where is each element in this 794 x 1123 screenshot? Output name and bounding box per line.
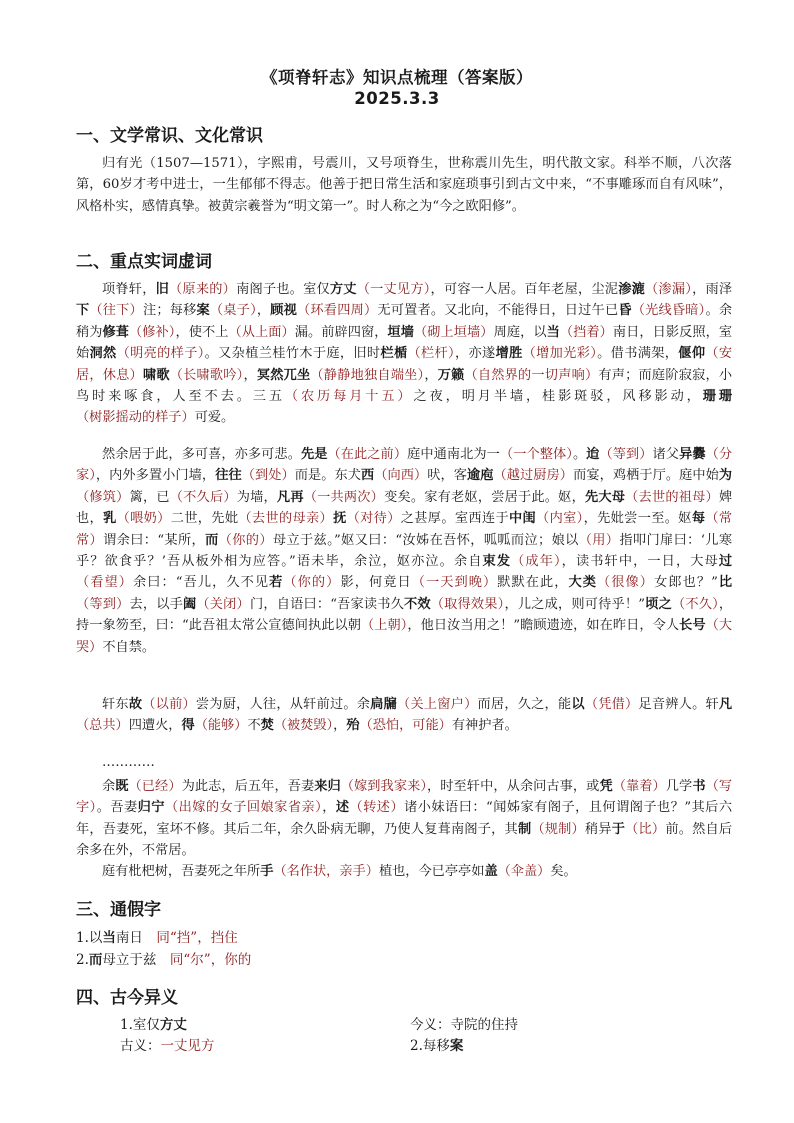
key-word: 昏: [618, 303, 632, 319]
gloss-answer: （已经）: [128, 779, 182, 794]
key-word: 不效: [404, 596, 431, 612]
gloss-answer: （伞盖）: [497, 864, 551, 879]
text-run: ，亦遂: [454, 346, 496, 362]
key-word: 增胜: [495, 346, 523, 362]
gloss-answer: （写字）: [76, 779, 733, 816]
key-word: 当: [546, 324, 560, 340]
gloss-answer: （一共两次）: [303, 489, 385, 505]
ellipsis: …………: [102, 755, 155, 770]
text-run: 项脊轩，: [102, 282, 156, 297]
key-word: 往往: [215, 468, 242, 484]
key-word: 逾庖: [467, 468, 494, 484]
gloss-answer: （分家）: [76, 447, 733, 484]
key-word: 冥然兀坐: [256, 367, 311, 383]
key-word: 过: [718, 554, 733, 570]
text-run: 几学: [665, 779, 693, 794]
text-run: 轩东: [102, 697, 129, 712]
key-word: 万籁: [437, 367, 465, 383]
key-word: 先大母: [584, 489, 626, 505]
key-word: 顷之: [645, 596, 672, 612]
text-run: 尝为厨，人往，从轩前过。余: [195, 697, 371, 712]
text-run: 而居，久之，能: [477, 697, 572, 712]
text-run: 庭中通南北为一: [407, 447, 500, 462]
text-run: 然余居于此，多可喜，亦多可悲。: [102, 447, 301, 462]
text-run: ，内外多置小门墙，: [95, 468, 216, 484]
key-word: 盖: [484, 864, 498, 879]
text-run: ，可容一人居。百年老屋，尘泥: [430, 282, 619, 297]
gloss-answer: （恐怕，可能）: [359, 718, 452, 734]
text-run: 吠，客: [427, 468, 468, 484]
text-run: 指叩门扉曰：‘儿寒乎？欲食乎？’吾从板外相为应答。”语未毕，余泣，妪亦泣。余自: [76, 532, 733, 570]
gloss-answer: （对待）: [346, 511, 401, 527]
vocab-paragraph-2: [76, 444, 732, 658]
key-word: 而: [205, 532, 219, 548]
key-word: 书: [692, 779, 706, 794]
text-run: 。吾妻: [96, 800, 138, 816]
key-word: 下: [76, 303, 90, 319]
key-word: 啸歌: [142, 367, 170, 383]
key-word: 方丈: [159, 1017, 187, 1033]
vocab-paragraph-4: [76, 776, 732, 862]
gloss-answer: （长啸歌吟）: [169, 367, 244, 383]
text-run: 诸父: [652, 447, 680, 462]
key-word: 当: [102, 930, 116, 946]
text-run: 不: [247, 718, 261, 734]
text-run: ，时至轩中，从余问古事，或: [427, 779, 600, 794]
gloss-answer: （靠着）: [612, 779, 666, 794]
text-run: 植也，今已亭亭如: [378, 864, 485, 879]
text-run: ，先妣尝一至。妪: [583, 511, 692, 527]
gloss-answer: （总共）: [76, 718, 129, 734]
gujin-modern-meaning: [410, 1015, 518, 1035]
text-run: 2.: [76, 952, 89, 968]
gloss-answer: （关上窗户）: [397, 697, 478, 712]
text-run: 。又杂植兰桂竹木于庭，旧时: [204, 346, 381, 362]
text-run: 诸小妹语曰：“闻姊家有阁子，且何谓阁子也？”其后六年，吾妻死，室坏不修。其后二年，余久卧病无聊，乃使人复葺南阁子，其: [76, 800, 733, 837]
key-word: 若: [269, 575, 284, 591]
vocab-paragraph-5: [76, 861, 732, 882]
gloss-answer: （凭借）: [584, 697, 639, 712]
text-run: ，雨泽: [692, 282, 733, 297]
key-word: 于: [611, 821, 626, 837]
text-run: ，: [322, 800, 336, 816]
key-word: 阖: [183, 596, 197, 612]
key-word: 洞然: [89, 346, 117, 362]
text-run: 余: [102, 779, 116, 794]
gloss-answer: （不久后）: [169, 489, 237, 505]
text-run: 足音辨人。轩: [638, 697, 719, 712]
gloss-answer: （自然界的一切声响）: [464, 367, 599, 383]
key-word: 方丈: [329, 282, 357, 297]
intro-paragraph: 归有光（1507—1571），字熙甫，号震川，又号项脊生，世称震川先生，明代散文家。科举不顺，八次落第，60岁才考中进士，一生郁郁不得志。他善于把日常生活和家庭琐事引到古文中来，“不事雕琢而自有风味”，风格朴实，感情真挚。被黄宗羲誉为“明文第一”。时人称之为“今之欧阳修”。: [76, 156, 732, 214]
gloss-answer: （转述）: [349, 800, 405, 816]
text-run: 周庭，以: [493, 324, 547, 340]
text-run: ，使不上: [175, 324, 229, 340]
text-run: ，: [333, 718, 347, 734]
gloss-answer: （很像）: [597, 575, 655, 591]
gloss-answer: （栏杆）: [407, 346, 455, 362]
gloss-answer: （以前）: [142, 697, 196, 712]
text-run: 1.室仅: [120, 1017, 160, 1033]
text-run: 2.每移: [410, 1038, 450, 1054]
text-run: 可爱。: [194, 410, 235, 426]
gloss-answer: （关闭）: [196, 596, 250, 612]
key-word: 扃牖: [370, 697, 398, 712]
text-run: ，: [424, 367, 438, 383]
section-heading-tongjia: 三、通假字: [76, 900, 161, 920]
gloss-answer: （大哭）: [76, 618, 733, 655]
text-run: 今义：寺院的住持: [410, 1017, 518, 1033]
gloss-answer: （向西）: [374, 468, 428, 484]
key-word: 制: [517, 821, 532, 837]
gloss-answer: （看望）: [76, 575, 134, 591]
gloss-answer: （挡着）: [559, 324, 613, 340]
key-word: 殆: [346, 718, 360, 734]
gloss-answer: （喂奶）: [116, 511, 171, 527]
gloss-answer: （等到）: [599, 447, 653, 462]
key-word: 案: [196, 303, 210, 319]
text-run: 庭有枇杷树，吾妻死之年所: [102, 864, 261, 879]
gloss-answer: （去世的祖母）: [625, 489, 719, 505]
key-word: 为: [718, 468, 733, 484]
section-heading-literature: 一、文学常识、文化常识: [76, 126, 263, 146]
text-run: 古义：: [120, 1038, 161, 1054]
text-run: 之甚厚。室西连于: [400, 511, 509, 527]
gloss-answer: （越过厨房）: [493, 468, 574, 484]
gloss-answer: （桌子）: [209, 303, 257, 319]
text-run: 稍异: [584, 821, 612, 837]
gloss-answer: （等到）: [76, 596, 130, 612]
text-run: 变矣。家有老妪，尝居于此。妪，: [384, 489, 585, 505]
key-word: 西: [360, 468, 375, 484]
gujin-ancient-meaning: [120, 1036, 215, 1056]
gloss-answer: （一个整体）: [499, 447, 573, 462]
key-word: 手: [260, 864, 274, 879]
gloss-answer: （被焚毁）: [273, 718, 334, 734]
text-run: 之夜，明月半墙，桂影斑驳，风移影动，: [413, 389, 703, 405]
gloss-answer: （一天到晚）: [411, 575, 498, 591]
section-heading-gujin: 四、古今异义: [76, 988, 178, 1008]
text-run: 。余稍为: [76, 303, 733, 340]
text-run: 。借书满架，: [597, 346, 679, 362]
key-word: 得: [181, 718, 195, 734]
gloss-answer: （规制）: [531, 821, 585, 837]
gloss-answer: （成年）: [511, 554, 562, 570]
gloss-answer: （砌上垣墙）: [414, 324, 494, 340]
gloss-answer: （安居，休息）: [76, 346, 733, 383]
text-run: ，: [243, 367, 257, 383]
gloss-answer: （常常）: [76, 511, 733, 548]
key-word: 大类: [568, 575, 598, 591]
text-run: 南日，日影反照，室始: [76, 324, 733, 362]
gloss-answer: （嫁到我家来）: [340, 779, 428, 794]
text-run: 余曰：“吾儿，久不见: [133, 575, 270, 591]
gloss-answer: （能够）: [194, 718, 248, 734]
text-run: 影，何竟日: [340, 575, 412, 591]
document-date: 2025.3.3: [354, 89, 440, 108]
key-word: 每: [691, 511, 706, 527]
key-word: 异爨: [679, 447, 706, 462]
text-run: 婢也，: [76, 489, 733, 527]
gloss-answer: （去世的母亲）: [238, 511, 334, 527]
key-word: 来归: [314, 779, 341, 794]
text-run: 而宴，鸡栖于厅。庭中始: [573, 468, 719, 484]
gloss-answer: （你的）: [283, 575, 341, 591]
document-title: 《项脊轩志》知识点梳理（答案版）: [261, 68, 533, 87]
gloss-answer: （不久）: [671, 596, 719, 612]
gloss-answer: （内室）: [536, 511, 584, 527]
key-word: 顾视: [270, 303, 298, 319]
key-word: 述: [335, 800, 350, 816]
gloss-answer: （在此之前）: [327, 447, 408, 462]
text-run: 漏。前辟四窗，: [294, 324, 388, 340]
text-run: 为此志，后五年，吾妻: [181, 779, 315, 794]
gloss-answer: （渗漏）: [645, 282, 693, 297]
text-run: ，他日汝当用之！”瞻顾遗迹，如在昨日，令人: [407, 618, 680, 634]
gloss-answer: （比）: [625, 821, 666, 837]
key-word: 凭: [599, 779, 613, 794]
key-word: 中闺: [508, 511, 537, 527]
text-run: 篱，已: [129, 489, 170, 505]
key-word: 焚: [260, 718, 274, 734]
gloss-answer: （农历每月十五）: [284, 389, 414, 405]
text-run: 母立于兹: [102, 952, 170, 968]
gloss-answer: （静静地独自端坐）: [310, 367, 425, 383]
gloss-answer: （光线昏暗）: [631, 303, 706, 319]
gloss-answer: （你的）: [218, 532, 273, 548]
text-run: 矣。: [550, 864, 577, 879]
gloss-answer: （往下）: [89, 303, 143, 319]
text-run: 母立于兹。”妪又曰：“汝姊在吾怀，呱呱而泣；娘以: [272, 532, 579, 548]
key-word: 凡再: [276, 489, 304, 505]
gloss-answer: （树影摇动的样子）: [76, 410, 195, 426]
text-run: ，儿之成，则可待乎！”: [504, 596, 645, 612]
key-word: 凡: [718, 697, 733, 712]
key-word: 偃仰: [678, 346, 706, 362]
key-word: 抚: [333, 511, 347, 527]
text-run: 1.以: [76, 930, 103, 946]
key-word: 旧: [155, 282, 170, 297]
tongjia-item-2: [76, 950, 251, 970]
gloss-answer: （环看四周）: [297, 303, 378, 319]
key-word: 束发: [482, 554, 512, 570]
gloss-answer: （上朝）: [360, 618, 408, 634]
gloss-answer: （一丈见方）: [356, 282, 431, 297]
gloss-answer: （从上面）: [228, 324, 295, 340]
key-word: 案: [449, 1038, 464, 1054]
gloss-answer: （明亮的样子）: [116, 346, 205, 362]
key-word: 先是: [300, 447, 328, 462]
text-run: ，持一象笏至，曰：“此吾祖太常公宣德间执此以朝: [76, 596, 733, 634]
text-run: 南日: [115, 930, 157, 946]
gujin-item-2: [410, 1036, 463, 1056]
text-run: 去，以手: [129, 596, 184, 612]
text-run: ，: [256, 303, 271, 319]
tongjia-item-1: [76, 928, 238, 948]
key-word: 修葺: [102, 324, 130, 340]
text-run: 有声；而庭阶寂寂，小鸟时来啄食，人至不去。三五: [76, 367, 733, 405]
text-run: 有神护者。: [451, 718, 518, 734]
text-run: 默默在此，: [497, 575, 569, 591]
gloss-answer: （增加光彩）: [522, 346, 598, 362]
key-word: 归宁: [137, 800, 165, 816]
section-heading-vocabulary: 二、重点实词虚词: [76, 252, 212, 272]
gloss-answer: （出嫁的女子回娘家省亲）: [164, 800, 323, 816]
text-run: 而是。东犬: [294, 468, 361, 484]
key-word: 长号: [679, 618, 706, 634]
vocab-paragraph-1: [76, 279, 732, 429]
gloss-answer: （修筑）: [76, 489, 130, 505]
vocab-paragraph-3: [76, 694, 732, 737]
text-run: 二世，先妣: [170, 511, 239, 527]
text-run: 南阁子也。室仅: [236, 282, 330, 297]
key-word: 渗漉: [618, 282, 646, 297]
key-word: 故: [128, 697, 143, 712]
text-run: 不自禁。: [102, 639, 156, 655]
gujin-item-1: [120, 1015, 187, 1035]
key-word: 比: [717, 575, 733, 591]
key-word: 既: [115, 779, 129, 794]
key-word: 而: [88, 952, 103, 968]
gloss-answer: 同“挡”，挡住: [156, 930, 238, 946]
gloss-answer: （修补）: [129, 324, 176, 340]
key-word: 珊珊: [702, 389, 733, 405]
gloss-answer: （名作状，亲手）: [273, 864, 379, 879]
key-word: 乳: [103, 511, 117, 527]
text-run: 女郎也？”: [654, 575, 718, 591]
text-run: 无可置者。又北向，不能得日，日过午已: [377, 303, 619, 319]
text-run: 门，自语曰：“吾家读书久: [249, 596, 405, 612]
gloss-answer: 一丈见方: [160, 1038, 215, 1054]
key-word: 迨: [586, 447, 600, 462]
text-run: 四遭火，: [128, 718, 182, 734]
gloss-answer: （用）: [578, 532, 620, 548]
gloss-answer: （取得效果）: [430, 596, 505, 612]
text-run: 注；每移: [142, 303, 197, 319]
text-run: 为墙，: [236, 489, 277, 505]
text-run: ，读书轩中，一日，大母: [561, 554, 719, 570]
gloss-answer: （到处）: [241, 468, 295, 484]
key-word: 垣墙: [387, 324, 415, 340]
text-run: 谓余曰：“某所，: [103, 532, 206, 548]
gloss-answer: （原来的）: [169, 282, 237, 297]
key-word: 以: [571, 697, 585, 712]
key-word: 栏楯: [380, 346, 408, 362]
text-run: 前。然自后余多在外，不常居。: [76, 821, 733, 859]
gloss-answer: 同“尔”，你的: [169, 952, 252, 968]
text-run: 。: [572, 447, 587, 462]
